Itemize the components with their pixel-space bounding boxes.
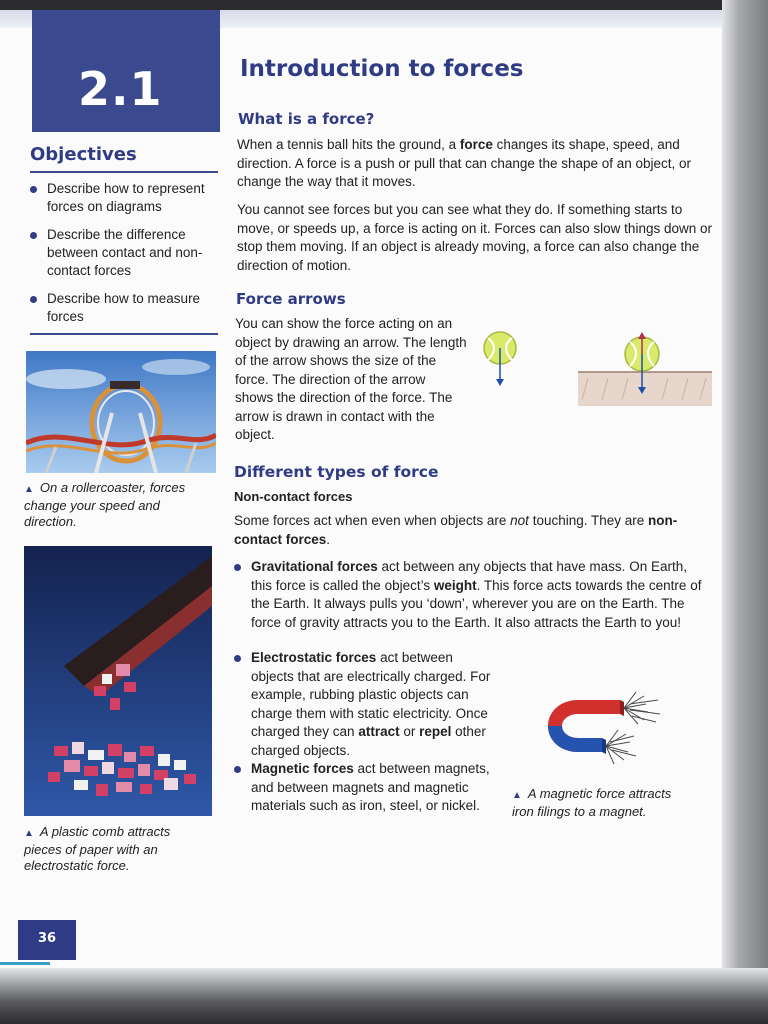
paragraph: When a tennis ball hits the ground, a force changes its shape, speed, and direction. A force is a push or pull that can change the shape of an object, or change the way that it moves. xyxy=(237,137,692,189)
caption-magnet: ▲ A magnetic force attracts iron filings to a magnet. xyxy=(512,786,672,819)
page-number: 36 xyxy=(38,931,57,946)
section-number: 2.1 xyxy=(78,62,163,116)
heading-types-of-force: Different types of force xyxy=(234,463,439,481)
heading-what-is-force: What is a force? xyxy=(238,110,375,128)
scan-border-top xyxy=(0,0,768,10)
bullet-item-electrostatic: Electrostatic forces act between objects that are electrically charged. For example, rubbing plastic objects can charge them with static electricity. Once charged they can attract or repel other charged objects. xyxy=(234,649,496,760)
bullet-item-gravitational: Gravitational forces act between any objects that have mass. On Earth, this force is called the object’s weight. This force acts towards the centre of the Earth. It always pulls you ‘down’, wherever you are on the Earth. The force of gravity attracts you to the Earth. It also attracts the Earth to you! xyxy=(234,558,710,632)
triangle-icon: ▲ xyxy=(24,484,34,495)
objectives-heading: Objectives xyxy=(30,144,137,165)
bullet-icon xyxy=(234,564,241,571)
caption-rollercoaster: ▲ On a rollercoaster, forces change your speed and direction. xyxy=(24,480,186,529)
page-number-box xyxy=(18,920,76,960)
paragraph: You cannot see forces but you can see what they do. If something starts to move, or speeds up, a force is acting on it. Forces can also slow things down or stop them moving. If an object is already moving, a force can also change the direction of motion. xyxy=(237,202,712,273)
bullet-icon xyxy=(30,232,37,239)
divider xyxy=(30,333,218,335)
scan-border-bottom xyxy=(0,968,768,1024)
caption-comb: ▲ A plastic comb attracts pieces of paper with an electrostatic force. xyxy=(24,824,171,873)
divider xyxy=(30,171,218,173)
paragraph: You can show the force acting on an object by drawing an arrow. The length of the arrow shows the size of the force. The direction of the arrow shows the direction of the force. The arrow is drawn in contact with the object. xyxy=(235,316,467,442)
paragraph: Some forces act when even when objects are not touching. They are non-contact forces. xyxy=(234,513,678,547)
ball-on-ground-diagram xyxy=(578,330,712,406)
magnet-illustration xyxy=(540,690,670,766)
bullet-icon xyxy=(30,296,37,303)
triangle-icon: ▲ xyxy=(24,828,34,839)
page-title: Introduction to forces xyxy=(240,56,524,82)
bullet-icon xyxy=(30,186,37,193)
rollercoaster-photo xyxy=(26,351,216,473)
section-number-box xyxy=(32,10,220,132)
comb-photo xyxy=(24,546,212,816)
bullet-icon xyxy=(234,655,241,662)
objective-item: Describe the difference between contact and non-contact forces xyxy=(30,226,220,280)
subheading-non-contact: Non-contact forces xyxy=(234,489,353,504)
tennis-ball-arrow-diagram xyxy=(478,330,522,390)
triangle-icon: ▲ xyxy=(512,790,522,801)
page-accent-line xyxy=(0,962,50,965)
bullet-icon xyxy=(234,766,241,773)
objective-item: Describe how to represent forces on diagrams xyxy=(30,180,220,216)
objective-item: Describe how to measure forces xyxy=(30,290,220,326)
scan-border-right xyxy=(722,0,768,1024)
heading-force-arrows: Force arrows xyxy=(236,290,346,308)
bullet-item-magnetic: Magnetic forces act between magnets, and between magnets and magnetic materials such as iron, steel, or nickel. xyxy=(234,760,500,816)
